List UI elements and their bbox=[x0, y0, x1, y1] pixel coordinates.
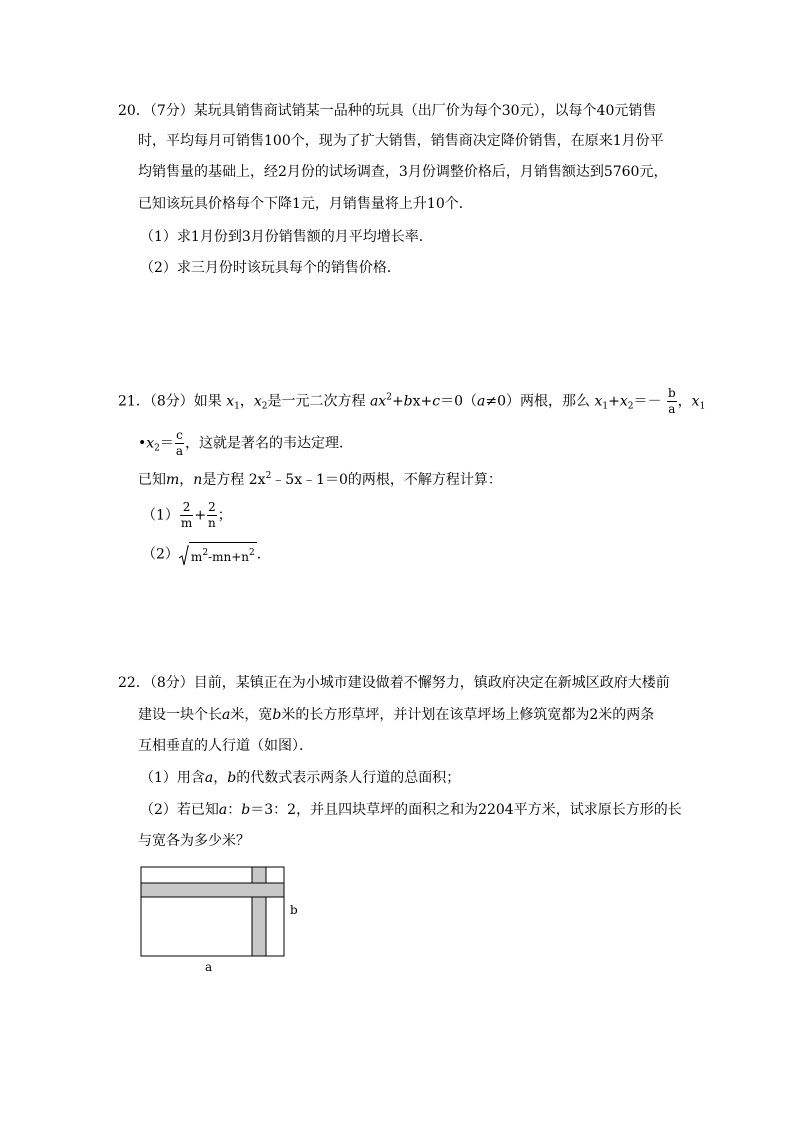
q21-text: x+ bbox=[412, 393, 433, 410]
vertical-walkway bbox=[252, 867, 266, 956]
q21-text: 已知 bbox=[138, 472, 166, 488]
var-x: x bbox=[253, 393, 262, 410]
q22-text: 的代数式表示两条人行道的总面积； bbox=[236, 770, 461, 786]
q21-line2 bbox=[138, 428, 353, 459]
var-x: x bbox=[226, 393, 235, 410]
q22-text: 建设一块个长 bbox=[138, 707, 222, 723]
q22-sub1 bbox=[140, 768, 460, 788]
q22-text: ＝3：2，并且四块草坪的面积之和为2204平方米，试求原长方形的长 bbox=[250, 802, 682, 818]
frac-den: n bbox=[208, 516, 216, 530]
q21-sub1 bbox=[142, 500, 232, 531]
var-b: b bbox=[227, 770, 237, 786]
q22-text: （2）若已知 bbox=[140, 802, 219, 818]
label-b: b bbox=[290, 903, 298, 917]
q22-line3: 互相垂直的人行道（如图）． bbox=[138, 738, 313, 754]
var-b: b bbox=[272, 707, 282, 723]
q20-sub2: （2）求三月份时该玩具每个的销售价格． bbox=[140, 260, 401, 276]
q20-line4: 已知该玩具价格每个下降1元，月销售量将上升10个． bbox=[138, 196, 473, 212]
frac-num: 2 bbox=[208, 500, 216, 514]
q21-text: ＝－ bbox=[633, 393, 662, 410]
q20-number: 20． bbox=[118, 103, 150, 119]
frac-den: a bbox=[175, 444, 184, 458]
var-m: m bbox=[190, 550, 203, 564]
q20-line2: 时，平均每月可销售100个，现为了扩大销售，销售商决定降价销售，在原来1月份平 bbox=[138, 133, 664, 149]
var-n: n bbox=[193, 472, 203, 488]
q22-text: 米，宽 bbox=[230, 707, 273, 723]
equals: ＝ bbox=[159, 435, 174, 452]
q21-text: 是方程 2x bbox=[202, 472, 266, 488]
lawn-figure bbox=[135, 862, 315, 977]
q21-text: ≠0）两根，那么 bbox=[485, 393, 591, 410]
sub-2: 2 bbox=[261, 401, 268, 412]
fraction-2-over-m bbox=[180, 500, 193, 531]
var-x: x bbox=[619, 393, 628, 410]
q22-line1 bbox=[118, 673, 670, 693]
frac-den: a bbox=[668, 402, 676, 416]
sqrt-body bbox=[189, 542, 257, 567]
sub-label: （2） bbox=[142, 546, 179, 563]
walkway-crossing bbox=[253, 884, 266, 897]
q21-text: ＝0（ bbox=[440, 393, 478, 410]
sub-1: 1 bbox=[699, 401, 706, 412]
q21-text: ，这就是著名的韦达定理． bbox=[185, 435, 354, 452]
colon: ： bbox=[227, 802, 242, 818]
frac-num: b bbox=[667, 386, 676, 400]
sup-2: 2 bbox=[386, 392, 392, 403]
var-a: a bbox=[222, 707, 231, 723]
q21-number: 21． bbox=[118, 393, 150, 410]
q22-text: （1）用含 bbox=[140, 770, 205, 786]
q21-text: ﹣5x﹣1＝0的两根，不解方程计算： bbox=[271, 472, 502, 488]
dot: • bbox=[138, 435, 147, 452]
q22-sub2 bbox=[140, 800, 682, 820]
q21-text: （8分）如果 bbox=[149, 393, 222, 410]
q22-line2 bbox=[138, 705, 654, 725]
sqrt-text: -mn+n bbox=[208, 550, 249, 564]
q20-sub1: （1）求1月份到3月份销售额的月平均增长率． bbox=[140, 229, 433, 245]
var-a: a bbox=[477, 393, 486, 410]
fraction-c-over-a bbox=[175, 428, 184, 459]
q22-text: （8分）目前，某镇正在为小城市建设做着不懈努力，镇政府决定在新城区政府大楼前 bbox=[149, 675, 670, 691]
comma: ， bbox=[677, 393, 692, 410]
plus: + bbox=[194, 507, 207, 524]
radical-sign bbox=[179, 545, 189, 567]
sub-1: 1 bbox=[602, 401, 609, 412]
q21-line1 bbox=[118, 386, 705, 417]
fraction-b-over-a bbox=[667, 386, 677, 417]
frac-den: m bbox=[180, 516, 193, 530]
sub-2: 2 bbox=[627, 401, 634, 412]
frac-num: c bbox=[176, 428, 183, 442]
comma: ， bbox=[213, 770, 228, 786]
sqrt-expression bbox=[179, 542, 257, 567]
var-x: x bbox=[594, 393, 603, 410]
var-b: b bbox=[241, 802, 251, 818]
var-m: m bbox=[166, 472, 180, 488]
plus: + bbox=[608, 393, 620, 410]
sub-label: （1） bbox=[142, 507, 179, 524]
frac-num: 2 bbox=[180, 500, 193, 516]
plus: + bbox=[391, 393, 404, 410]
var-x: x bbox=[146, 435, 155, 452]
var-c: c bbox=[432, 393, 441, 410]
var-a: a bbox=[204, 770, 214, 786]
var-b: b bbox=[403, 393, 413, 410]
sup-2: 2 bbox=[265, 471, 272, 481]
q21-line3 bbox=[138, 466, 502, 490]
q20-line3: 均销售量的基础上，经2月份的试场调查，3月份调整价格后，月销售额达到5760元， bbox=[138, 164, 668, 180]
q20-line1 bbox=[118, 101, 656, 121]
q22-number: 22． bbox=[118, 675, 150, 691]
var-x: x bbox=[378, 393, 387, 410]
q21-sub2 bbox=[142, 542, 271, 567]
comma: ， bbox=[179, 472, 194, 488]
period: ． bbox=[256, 546, 271, 563]
sub-1: 1 bbox=[234, 401, 240, 412]
q22-text: 米的长方形草坪，并计划在该草坪场上修筑宽都为2米的两条 bbox=[281, 707, 655, 723]
sub-2: 2 bbox=[154, 443, 160, 454]
sup-2: 2 bbox=[249, 548, 255, 558]
var-x: x bbox=[691, 393, 700, 410]
label-a: a bbox=[205, 960, 213, 974]
q22-line-last: 与宽各为多少米？ bbox=[138, 833, 250, 849]
fraction-2-over-n bbox=[207, 500, 217, 531]
var-a: a bbox=[369, 393, 379, 410]
semicolon: ； bbox=[217, 507, 232, 524]
sup-2: 2 bbox=[202, 548, 209, 558]
var-a: a bbox=[218, 802, 228, 818]
comma: ， bbox=[239, 393, 254, 410]
q20-text-1: （7分）某玩具销售商试销某一品种的玩具（出厂价为每个30元），以每个40元销售 bbox=[149, 103, 657, 119]
q21-text: 是一元二次方程 bbox=[267, 393, 366, 410]
